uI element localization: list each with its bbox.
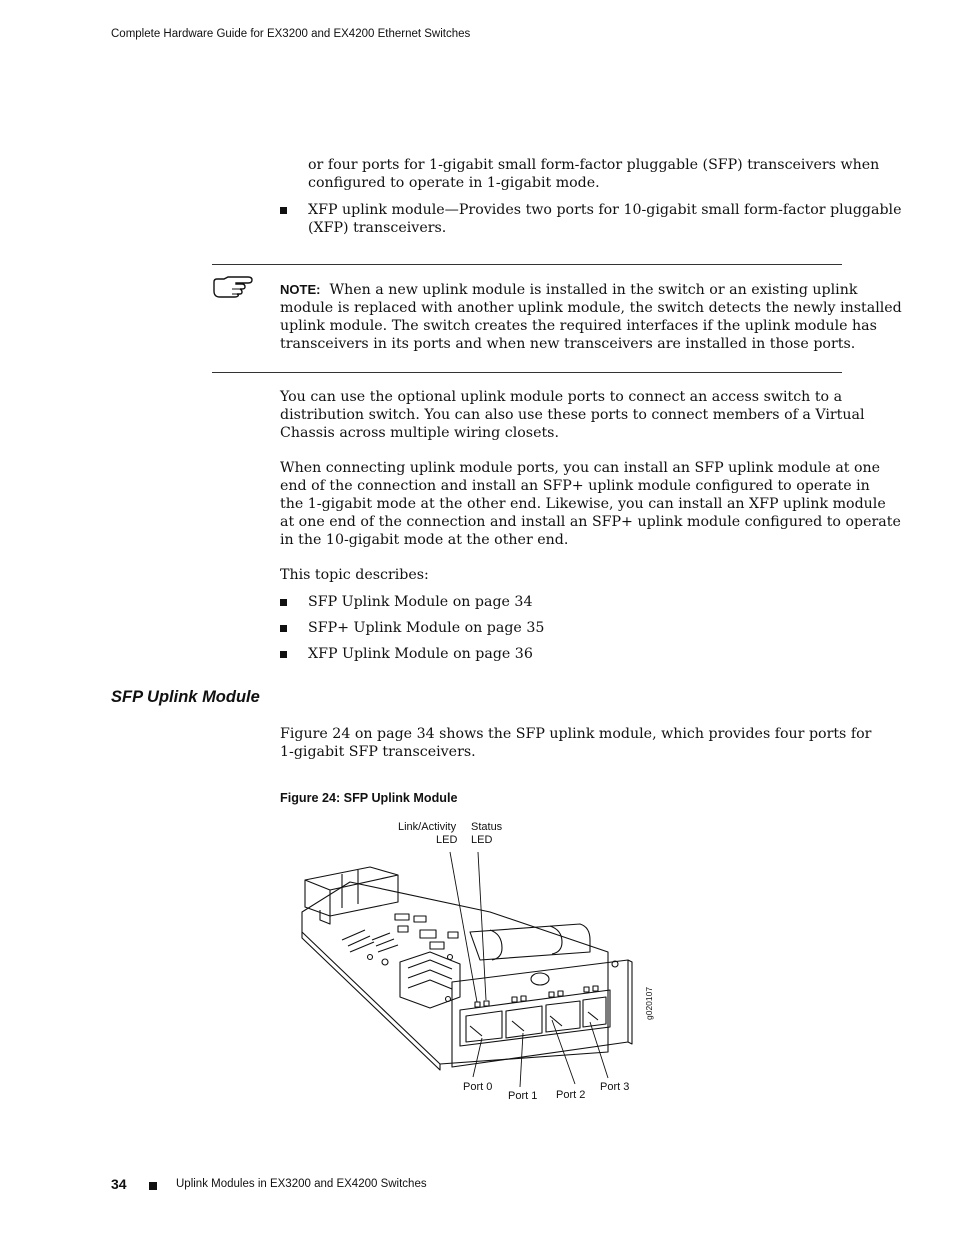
status-led-label: LED bbox=[471, 834, 493, 846]
bullet-square-icon bbox=[280, 599, 287, 606]
text-line: XFP uplink module—Provides two ports for 10-gigabit small form-factor pluggable bbox=[308, 202, 902, 218]
link-activity-led-label: LED bbox=[436, 834, 458, 846]
section-heading: SFP Uplink Module bbox=[111, 688, 260, 706]
note-bottom-rule bbox=[212, 372, 842, 373]
front-faceplate bbox=[452, 960, 628, 1067]
topic-link[interactable]: SFP+ Uplink Module on page 35 bbox=[308, 620, 545, 636]
led bbox=[558, 991, 563, 996]
paragraph-connecting-ports bbox=[280, 459, 901, 549]
text-line: uplink module. The switch creates the required interfaces if the uplink module has bbox=[280, 318, 877, 334]
text-line: You can use the optional uplink module ports to connect an access switch to a bbox=[280, 389, 843, 405]
text-line: distribution switch. You can also use these ports to connect members of a Virtual bbox=[280, 407, 865, 423]
led bbox=[475, 1002, 480, 1007]
bullet-text bbox=[308, 201, 901, 237]
chapter-title: Uplink Modules in EX3200 and EX4200 Switches bbox=[176, 1178, 427, 1190]
port-1-label: Port 1 bbox=[508, 1090, 538, 1102]
note-top-rule bbox=[212, 264, 842, 265]
text-line: module is replaced with another uplink module, the switch detects the newly installed bbox=[280, 300, 902, 316]
port-0-label: Port 0 bbox=[463, 1081, 493, 1093]
topic-link[interactable]: XFP Uplink Module on page 36 bbox=[308, 646, 533, 662]
port-3-opening bbox=[583, 997, 606, 1027]
port-3-label: Port 3 bbox=[600, 1081, 630, 1093]
chip bbox=[430, 942, 444, 949]
text-line: Chassis across multiple wiring closets. bbox=[280, 425, 559, 441]
text-line: at one end of the connection and install an SFP+ uplink module configured to operate bbox=[280, 514, 901, 530]
intro-paragraph bbox=[308, 156, 879, 192]
chip bbox=[414, 916, 426, 922]
port-1-opening bbox=[506, 1006, 542, 1038]
text-line: When connecting uplink module ports, you can install an SFP uplink module at one bbox=[280, 460, 881, 476]
figure-id: g020107 bbox=[644, 986, 654, 1020]
status-label: Status bbox=[471, 821, 503, 833]
page-number: 34 bbox=[111, 1176, 127, 1192]
chip bbox=[395, 914, 409, 920]
paragraph-uplink-use bbox=[280, 388, 865, 442]
text-line: in the 10-gigabit mode at the other end. bbox=[280, 532, 569, 548]
faceplate-hole bbox=[531, 973, 549, 985]
footer-square-icon bbox=[149, 1182, 157, 1190]
led bbox=[512, 997, 517, 1002]
led bbox=[549, 992, 554, 997]
running-header: Complete Hardware Guide for EX3200 and EX4200 Ethernet Switches bbox=[111, 28, 471, 40]
board-outline bbox=[302, 882, 608, 1064]
note-label: NOTE: bbox=[280, 282, 321, 297]
figure-caption: Figure 24: SFP Uplink Module bbox=[280, 791, 458, 805]
text-line: (XFP) transceivers. bbox=[308, 220, 447, 236]
note-line: When a new uplink module is installed in the switch or an existing uplink bbox=[329, 282, 858, 298]
text-line: Figure 24 on page 34 shows the SFP uplink module, which provides four ports for bbox=[280, 726, 872, 742]
text-line: 1-gigabit SFP transceivers. bbox=[280, 744, 476, 760]
led bbox=[593, 986, 598, 991]
port-2-label: Port 2 bbox=[556, 1089, 586, 1101]
topic-link[interactable]: SFP Uplink Module on page 34 bbox=[308, 594, 533, 610]
heatsink bbox=[470, 924, 590, 960]
text-line: transceivers in its ports and when new transceivers are installed in those ports. bbox=[280, 336, 856, 352]
chip bbox=[398, 926, 408, 932]
chip bbox=[448, 932, 458, 938]
led bbox=[584, 987, 589, 992]
text-line: end of the connection and install an SFP+ uplink module configured to operate in bbox=[280, 478, 870, 494]
link-activity-label: Link/Activity bbox=[398, 821, 457, 833]
port-cage bbox=[460, 990, 610, 1046]
text-line: the 1-gigabit mode at the other end. Likewise, you can install an XFP uplink module bbox=[280, 496, 886, 512]
text-line bbox=[280, 281, 902, 299]
pointing-hand-icon bbox=[212, 276, 254, 303]
chip bbox=[420, 930, 436, 938]
note-text bbox=[280, 281, 902, 353]
bullet-square-icon bbox=[280, 625, 287, 632]
section-paragraph bbox=[280, 725, 871, 761]
topic-intro: This topic describes: bbox=[280, 567, 429, 583]
text-line: configured to operate in 1-gigabit mode. bbox=[308, 175, 600, 191]
rear-connector bbox=[305, 867, 398, 916]
led bbox=[521, 996, 526, 1001]
text-line: or four ports for 1-gigabit small form-factor pluggable (SFP) transceivers when bbox=[308, 157, 880, 173]
sfp-uplink-module-figure bbox=[290, 812, 670, 1117]
bullet-square-icon bbox=[280, 207, 287, 214]
led bbox=[484, 1001, 489, 1006]
bullet-square-icon bbox=[280, 651, 287, 658]
